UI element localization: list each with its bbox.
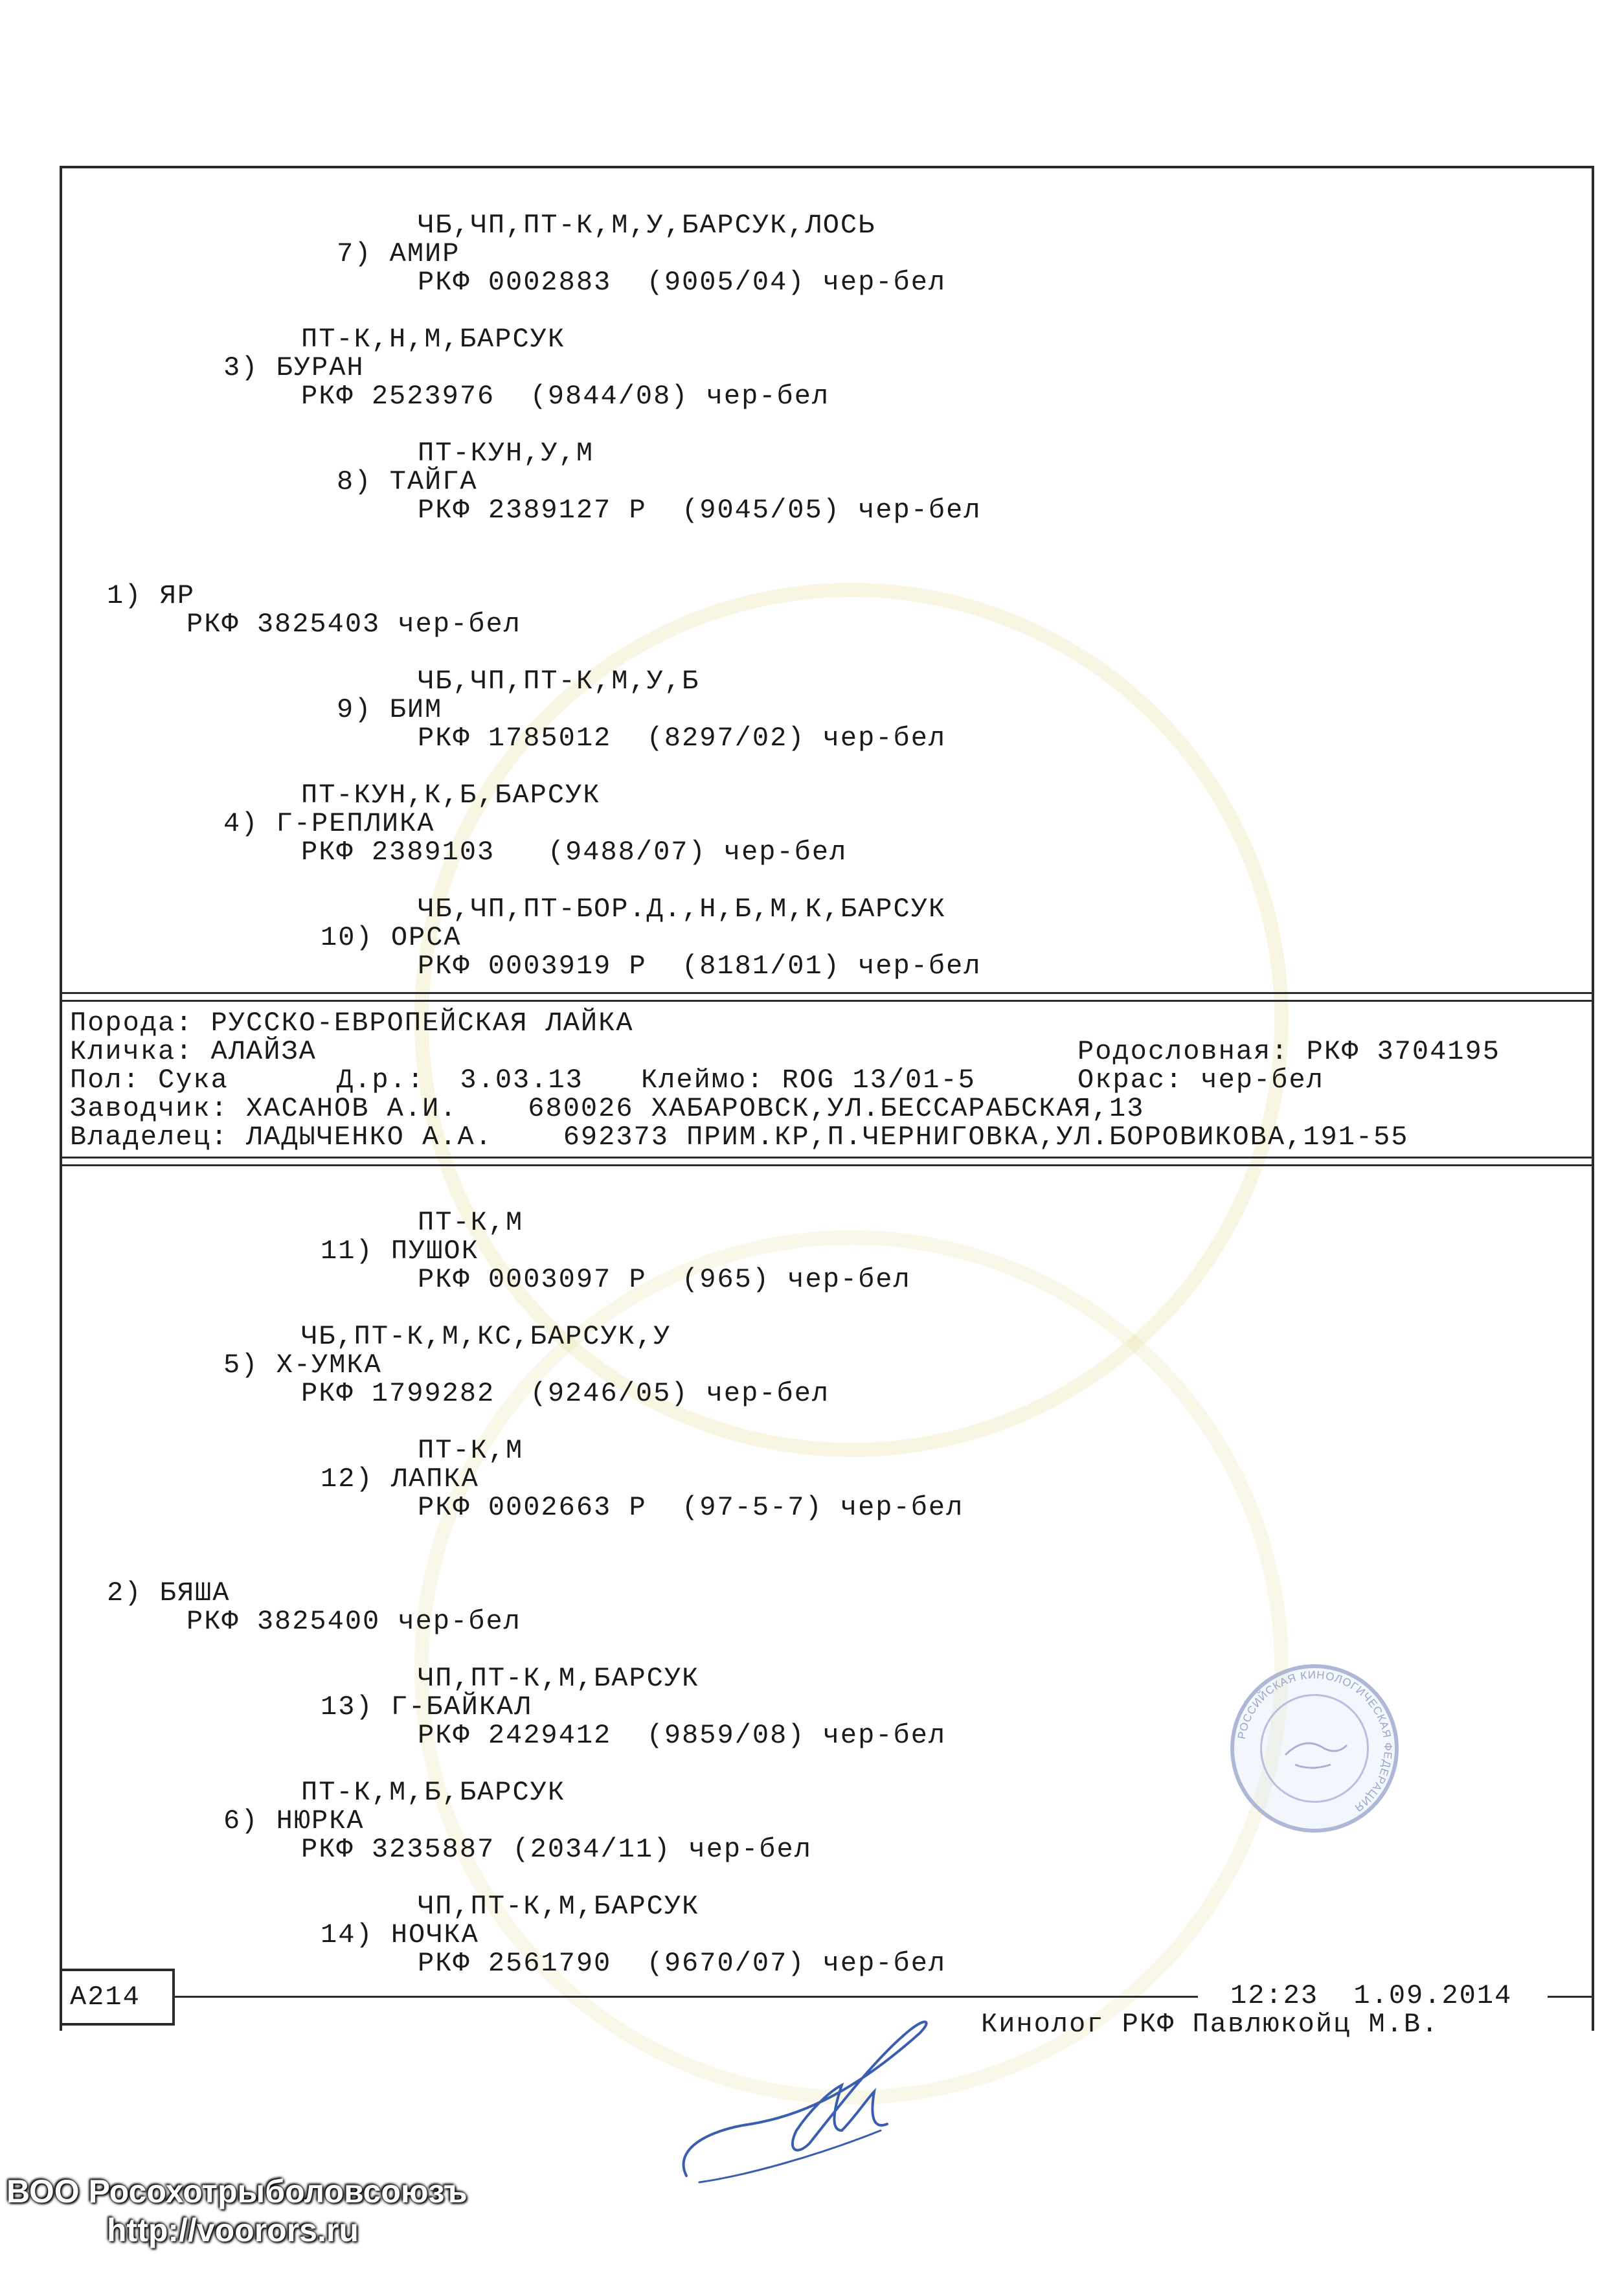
pedigree-line: 6) НЮРКА [223, 1805, 365, 1836]
pedigree-line: ЧП,ПТ-К,М,БАРСУК [418, 1663, 700, 1694]
signature [648, 1982, 958, 2195]
pedigree-line: 10) ОРСА [321, 922, 462, 953]
pedigree-line: РКФ 2429412 (9859/08) чер-бел [418, 1720, 947, 1751]
breeder: Заводчик: ХАСАНОВ А.И. 680026 ХАБАРОВСК,УЛ.БЕССАРАБСКАЯ,13 [70, 1093, 1145, 1124]
pedigree-line: ПТ-К,М,Б,БАРСУК [301, 1777, 566, 1808]
svg-text:РОССИЙСКАЯ КИНОЛОГИЧЕСКАЯ ФЕДЕ: РОССИЙСКАЯ КИНОЛОГИЧЕСКАЯ ФЕДЕРАЦИЯ [1235, 1668, 1395, 1814]
seal-lettering [1224, 1658, 1405, 1839]
pedigree-line: 5) Х-УМКА [223, 1350, 382, 1381]
pedigree-line: РКФ 0002883 (9005/04) чер-бел [418, 267, 947, 298]
form-code-box [60, 1969, 175, 2026]
pedigree-line: ПТ-КУН,К,Б,БАРСУК [301, 780, 601, 811]
pedigree-line: РКФ 0003097 Р (965) чер-бел [418, 1264, 911, 1295]
pedigree-line: РКФ 2389127 Р (9045/05) чер-бел [418, 495, 982, 526]
pedigree-line: РКФ 3825400 чер-бел [186, 1606, 521, 1637]
dog-name: Кличка: АЛАЙЗА [70, 1036, 317, 1067]
pedigree-line: РКФ 2561790 (9670/07) чер-бел [418, 1948, 947, 1979]
pedigree-line: РКФ 2389103 (9488/07) чер-бел [301, 837, 848, 868]
pedigree-line: 4) Г-РЕПЛИКА [223, 808, 435, 839]
pedigree-line: ПТ-К,Н,М,БАРСУК [301, 324, 566, 355]
signatory: Кинолог РКФ Павлюкойц М.В. [981, 2009, 1439, 2040]
date-of-birth: Д.р.: 3.03.13 [337, 1065, 583, 1096]
pedigree-line: 8) ТАЙГА [337, 466, 478, 497]
pedigree-line: 3) БУРАН [223, 352, 365, 383]
form-code: A214 [70, 1982, 141, 2013]
timestamp: 12:23 1.09.2014 [1230, 1980, 1513, 2011]
pedigree-line: РКФ 3235887 (2034/11) чер-бел [301, 1834, 812, 1865]
pedigree-line: 13) Г-БАЙКАЛ [321, 1691, 532, 1723]
pedigree-line: 14) НОЧКА [321, 1919, 479, 1950]
pedigree-line: ЧБ,ЧП,ПТ-К,М,У,Б [418, 666, 700, 697]
pedigree-line: 7) АМИР [337, 238, 460, 269]
owner: Владелец: ЛАДЫЧЕНКО А.А. 692373 ПРИМ.КР,П.ЧЕРНИГОВКА,УЛ.БОРОВИКОВА,191-55 [70, 1122, 1409, 1153]
pedigree-line: 2) БЯША [107, 1577, 231, 1609]
pedigree-line: РКФ 2523976 (9844/08) чер-бел [301, 381, 830, 412]
sex: Пол: Сука [70, 1065, 229, 1096]
pedigree-line: ПТ-К,М [418, 1207, 524, 1238]
pedigree-line: 9) БИМ [337, 694, 443, 725]
pedigree-line: РКФ 1785012 (8297/02) чер-бел [418, 723, 947, 754]
footer-url[interactable]: http://voorors.ru [107, 2212, 359, 2248]
pedigree-line: 11) ПУШОК [321, 1236, 479, 1267]
pedigree-line: РКФ 3825403 чер-бел [186, 609, 521, 640]
pedigree-line: РКФ 1799282 (9246/05) чер-бел [301, 1378, 830, 1409]
breed: Порода: РУССКО-ЕВРОПЕЙСКАЯ ЛАЙКА [70, 1008, 634, 1039]
pedigree-line: 12) ЛАПКА [321, 1463, 479, 1495]
pedigree-line: ПТ-КУН,У,М [418, 438, 594, 469]
pedigree-line: ЧП,ПТ-К,М,БАРСУК [418, 1891, 700, 1922]
pedigree-line: ЧБ,ПТ-К,М,КС,БАРСУК,У [301, 1321, 671, 1352]
pedigree-line: РКФ 0003919 Р (8181/01) чер-бел [418, 951, 982, 982]
pedigree-line: 1) ЯР [107, 580, 196, 611]
pedigree-number: Родословная: РКФ 3704195 [1077, 1036, 1500, 1067]
pedigree-line: РКФ 0002663 Р (97-5-7) чер-бел [418, 1492, 964, 1523]
brand: Клеймо: ROG 13/01-5 [641, 1065, 976, 1096]
pedigree-line: ПТ-К,М [418, 1435, 524, 1466]
pedigree-line: ЧБ,ЧП,ПТ-БОР.Д.,Н,Б,М,К,БАРСУК [418, 894, 947, 925]
pedigree-line: ЧБ,ЧП,ПТ-К,М,У,БАРСУК,ЛОСЬ [418, 210, 876, 241]
coat-color: Окрас: чер-бел [1077, 1065, 1324, 1096]
footer-org: ВОО Росохотрыболовсоюзъ [6, 2173, 468, 2209]
